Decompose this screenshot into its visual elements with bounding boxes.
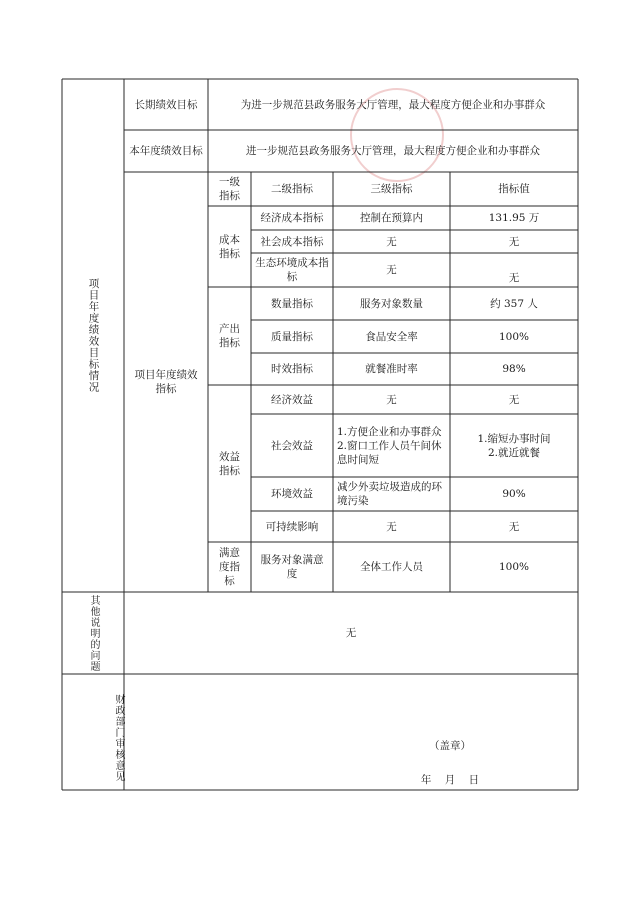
row-satisfaction-l2: 服务对象满意度 (260, 554, 324, 580)
row-economic-cost-l2: 经济成本指标 (260, 212, 324, 224)
finance-seal: （盖章） (429, 740, 471, 752)
other-issues-value: 无 (345, 627, 357, 639)
row-social-cost-l2: 社会成本指标 (260, 235, 324, 248)
row-timeliness-l3: 就餐准时率 (365, 363, 418, 375)
header-level1: 一级指标 (219, 176, 240, 202)
row-sustainability-l2: 可持续影响 (265, 520, 319, 533)
row-eco-cost-l3: 无 (386, 264, 397, 276)
finance-date: 年 月 日 (420, 774, 480, 786)
long-term-goal-value: 为进一步规范县政务服务大厅管理，最大程度方便企业和办事群众 (240, 98, 546, 111)
row-social-cost-l3: 无 (386, 235, 397, 248)
row-quantity-l3: 服务对象数量 (360, 297, 423, 310)
row-social-benefit-value: 1.缩短办事时间 2.就近就餐 (477, 432, 551, 459)
group-output-name: 产出指标 (219, 323, 240, 349)
row-satisfaction-value: 100% (498, 561, 530, 573)
row-economic-cost-value: 131.95 万 (488, 212, 540, 224)
row-env-benefit-l3: 减少外卖垃圾造成的环境污染 (337, 481, 442, 507)
row-satisfaction-l3: 全体工作人员 (360, 561, 423, 573)
header-value: 指标值 (498, 183, 530, 195)
group-benefit-name: 效益指标 (219, 450, 240, 477)
row-economic-cost-l3: 控制在预算内 (360, 212, 423, 224)
row-env-benefit-l2: 环境效益 (271, 488, 313, 500)
row-social-benefit-l2: 社会效益 (271, 439, 313, 452)
row-economic-benefit-l3: 无 (386, 393, 397, 406)
section-label: 项目年度绩效目标情况 (87, 278, 100, 393)
annual-goal-value: 进一步规范县政务服务大厅管理，最大程度方便企业和办事群众 (246, 145, 540, 157)
group-satisfaction-name: 满意度指标 (219, 547, 240, 587)
row-eco-cost-value: 无 (508, 272, 520, 284)
row-social-benefit-l3: 1.方便企业和办事群众 2.窗口工作人员午间休息时间短 (337, 425, 442, 466)
row-economic-benefit-value: 无 (508, 393, 520, 406)
annual-goal-label: 本年度绩效目标 (129, 145, 203, 157)
row-timeliness-value: 98% (502, 363, 526, 375)
row-env-benefit-value: 90% (502, 488, 526, 500)
row-quality-value: 100% (498, 330, 530, 343)
row-quantity-l2: 数量指标 (271, 297, 313, 310)
header-level2: 二级指标 (271, 183, 313, 195)
row-quality-l3: 食品安全率 (365, 330, 418, 343)
row-quantity-value: 约 357 人 (490, 297, 538, 310)
row-sustainability-value: 无 (508, 520, 520, 533)
row-quality-l2: 质量指标 (271, 330, 313, 343)
row-eco-cost-l2: 生态环境成本指标 (255, 257, 329, 283)
row-economic-benefit-l2: 经济效益 (271, 393, 313, 406)
long-term-goal-label: 长期绩效目标 (134, 98, 198, 111)
finance-label: 财政部门审核意见 (113, 694, 124, 782)
row-timeliness-l2: 时效指标 (271, 363, 313, 375)
header-level3: 三级指标 (370, 183, 413, 195)
indicators-label: 项目年度绩效指标 (134, 369, 198, 395)
row-sustainability-l3: 无 (386, 520, 397, 533)
group-cost-name: 成本指标 (219, 233, 240, 260)
row-social-cost-value: 无 (508, 235, 520, 248)
other-issues-label: 其他说明的问题 (88, 594, 99, 672)
